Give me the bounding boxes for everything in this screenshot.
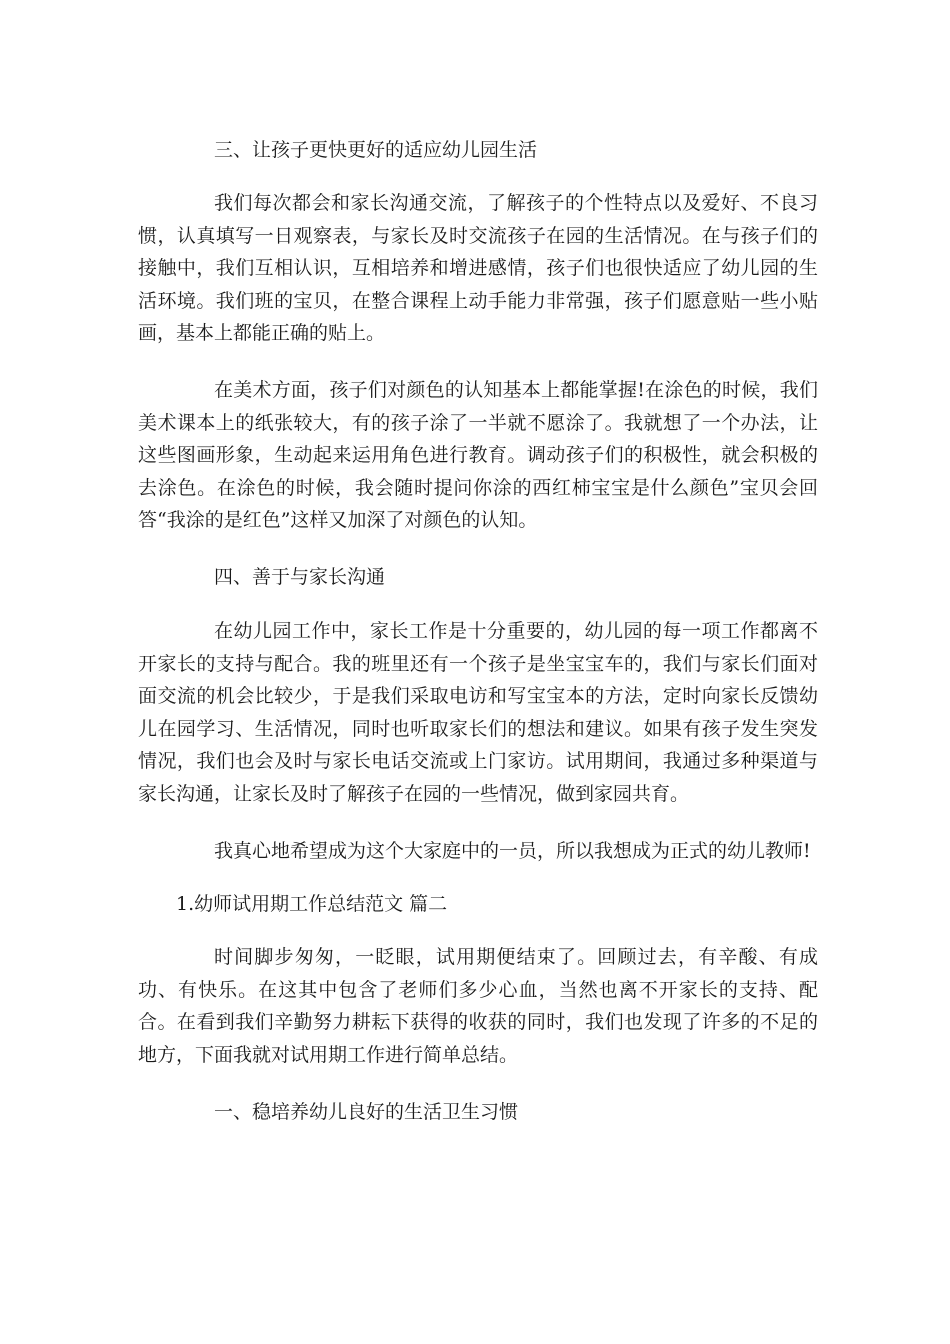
paragraph-wish: 我真心地希望成为这个大家庭中的一员，所以我想成为正式的幼儿教师! bbox=[214, 840, 811, 862]
paragraph-art-coloring: 在美术方面，孩子们对颜色的认知基本上都能掌握!在涂色的时候，我们美术课本上的纸张较大，有的孩子涂了一半就不愿涂了。我就想了一个办法，让这些图画形象，生动起来运用角色进行教育。调动孩子们的积极性，就会积极的去涂色。在涂色的时候，我会随时提问你涂的西红柿宝宝是什么颜色”宝贝会回答“我涂的是红色”这样又加深了对颜色的认知。 bbox=[138, 379, 818, 531]
paragraph-parent-work: 在幼儿园工作中，家长工作是十分重要的，幼儿园的每一项工作都离不开家长的支持与配合。我的班里还有一个孩子是坐宝宝车的，我们与家长们面对面交流的机会比较少，于是我们采取电访和写宝宝本的方法，定时向家长反馈幼儿在园学习、生活情况，同时也听取家长们的想法和建议。如果有孩子发生突发情况，我们也会及时与家长电话交流或上门家访。试用期间，我通过多种渠道与家长沟通，让家长及时了解孩子在园的一些情况，做到家园共育。 bbox=[138, 620, 818, 805]
section-heading-3: 三、让孩子更快更好的适应幼儿园生活 bbox=[214, 139, 538, 161]
paragraph-parent-communication: 我们每次都会和家长沟通交流，了解孩子的个性特点以及爱好、不良习惯，认真填写一日观察表，与家长及时交流孩子在园的生活情况。在与孩子们的接触中，我们互相认识，互相培养和增进感情，孩子们也很快适应了幼儿园的生活环境。我们班的宝贝，在整合课程上动手能力非常强，孩子们愿意贴一些小贴画，基本上都能正确的贴上。 bbox=[138, 192, 818, 344]
paragraph-probation-review: 时间脚步匆匆，一眨眼，试用期便结束了。回顾过去，有辛酸、有成功、有快乐。在这其中包含了老师们多少心血，当然也离不开家长的支持、配合。在看到我们辛勤努力耕耘下获得的收获的同时，我们也发现了许多的不足的地方，下面我就对试用期工作进行简单总结。 bbox=[138, 946, 818, 1066]
numbered-title: 1.幼师试用期工作总结范文 篇二 bbox=[176, 893, 448, 915]
section-heading-1: 一、稳培养幼儿良好的生活卫生习惯 bbox=[214, 1101, 519, 1123]
section-heading-4: 四、善于与家长沟通 bbox=[214, 566, 386, 588]
